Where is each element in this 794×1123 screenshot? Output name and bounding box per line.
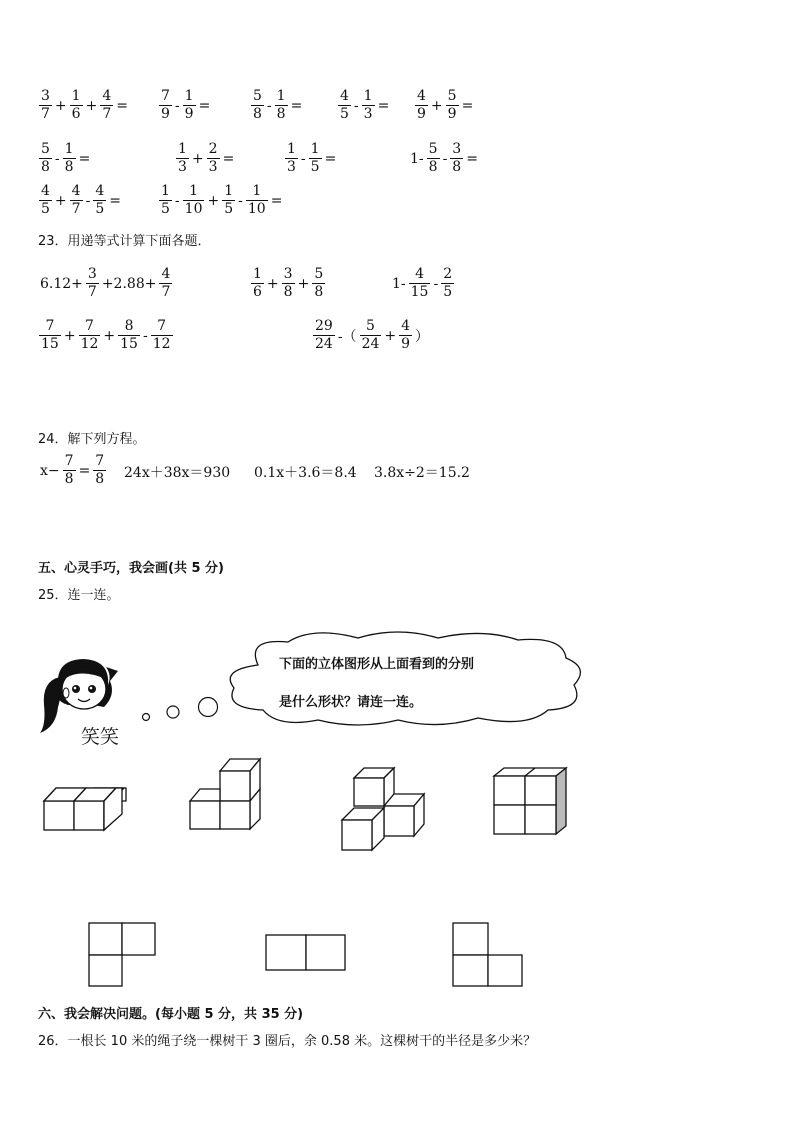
solid-figure-3 — [338, 766, 430, 854]
numerator: 1 — [287, 141, 296, 157]
operator: 1- — [392, 275, 406, 292]
q23-expr-3 — [390, 266, 455, 301]
operator: - — [238, 192, 243, 209]
operator: + — [54, 97, 67, 114]
denominator: 9 — [417, 106, 426, 122]
fraction — [70, 183, 83, 218]
q23-title: 23．用递等式计算下面各题． — [38, 234, 211, 249]
fraction — [415, 88, 428, 123]
q24-eq-2: 24x＋38x＝930 — [124, 465, 231, 481]
operator: + — [266, 275, 279, 292]
q24-title: 24．解下列方程。 — [38, 432, 146, 447]
operator: + — [207, 192, 220, 209]
denominator: 12 — [152, 336, 171, 352]
denominator: 6 — [253, 284, 262, 300]
denominator: 12 — [80, 336, 99, 352]
denominator: 9 — [184, 106, 194, 122]
bubble-text-line1: 下面的立体图形从上面看到的分别 — [279, 657, 475, 672]
denominator: 8 — [41, 159, 50, 175]
expr-r2-2 — [175, 141, 236, 176]
numerator: 4 — [401, 318, 411, 334]
numerator: 4 — [161, 266, 171, 282]
expr-r1-5 — [414, 88, 475, 123]
fraction — [86, 266, 99, 301]
operator: = — [116, 97, 128, 114]
numerator: 1 — [276, 88, 286, 104]
numerator: 1 — [310, 141, 320, 157]
denominator: 8 — [276, 106, 286, 122]
numerator: 7 — [45, 318, 55, 334]
denominator: 5 — [224, 201, 234, 217]
expr-r3-1 — [38, 183, 123, 218]
operator: - — [433, 275, 439, 292]
expr-r2-4 — [408, 141, 480, 176]
thought-dots — [138, 695, 223, 730]
operator: = — [290, 97, 303, 114]
top-view-2 — [265, 934, 347, 972]
denominator: 3 — [208, 159, 218, 175]
fraction — [63, 141, 76, 176]
denominator: 8 — [95, 471, 105, 487]
fraction — [39, 88, 52, 123]
operator: ） — [415, 328, 430, 345]
numerator: 3 — [283, 266, 293, 282]
denominator: 5 — [161, 201, 170, 217]
numerator: 5 — [253, 88, 262, 104]
fraction — [285, 141, 298, 176]
fraction — [151, 318, 173, 353]
denominator: 10 — [184, 201, 203, 217]
q24-eq-1 — [38, 453, 107, 488]
operator: = — [461, 97, 474, 114]
denominator: 3 — [363, 106, 373, 122]
operator: + — [191, 150, 204, 167]
expr-r1-4 — [337, 88, 391, 123]
fraction — [282, 266, 295, 301]
expr-r2-3 — [284, 141, 338, 176]
denominator: 8 — [64, 471, 74, 487]
expr-r2-1 — [38, 141, 92, 176]
fraction — [79, 318, 101, 353]
numerator: 1 — [71, 88, 81, 104]
numerator: 4 — [340, 88, 349, 104]
fraction — [399, 318, 412, 353]
top-view-1 — [88, 922, 158, 988]
numerator: 7 — [157, 318, 167, 334]
operator: +2.88+ — [101, 275, 157, 292]
numerator: 4 — [71, 183, 81, 199]
fraction — [93, 183, 106, 218]
numerator: 3 — [452, 141, 462, 157]
numerator: 5 — [447, 88, 457, 104]
fraction — [251, 266, 264, 301]
q23-expr-4 — [38, 318, 174, 353]
girl-name-label: 笑笑 — [81, 726, 120, 748]
fraction — [159, 183, 172, 218]
operator: + — [103, 327, 116, 344]
operator: - — [54, 150, 60, 167]
solid-figure-4 — [492, 766, 570, 836]
numerator: 7 — [161, 88, 170, 104]
fraction — [312, 266, 325, 301]
operator: - — [174, 192, 180, 209]
section5-heading: 五、心灵手巧，我会画(共 5 分) — [38, 561, 224, 576]
fraction — [176, 141, 189, 176]
denominator: 3 — [287, 159, 296, 175]
fraction — [251, 88, 264, 123]
numerator: 1 — [161, 183, 170, 199]
numerator: 2 — [443, 266, 453, 282]
fraction — [159, 88, 172, 123]
fraction — [159, 266, 172, 301]
numerator: 8 — [124, 318, 134, 334]
denominator: 8 — [452, 159, 462, 175]
denominator: 7 — [41, 106, 50, 122]
denominator: 5 — [41, 201, 50, 217]
denominator: 8 — [283, 284, 293, 300]
operator: 1- — [410, 150, 424, 167]
operator: 6.12+ — [40, 275, 83, 292]
operator: - — [266, 97, 272, 114]
denominator: 15 — [410, 284, 429, 300]
operator: + — [384, 327, 397, 344]
numerator: 1 — [64, 141, 74, 157]
operator: + — [54, 192, 67, 209]
fraction — [100, 88, 113, 123]
numerator: 5 — [314, 266, 324, 282]
section6-heading: 六、我会解决问题。(每小题 5 分，共 35 分) — [38, 1007, 304, 1022]
solid-figure-2 — [188, 757, 264, 831]
fraction — [183, 183, 205, 218]
numerator: 7 — [95, 453, 105, 469]
operator: = — [270, 192, 283, 209]
denominator: 7 — [102, 106, 112, 122]
expr-r3-2 — [158, 183, 284, 218]
numerator: 1 — [178, 141, 187, 157]
speech-cloud — [218, 630, 586, 730]
operator: - — [300, 150, 306, 167]
denominator: 9 — [401, 336, 411, 352]
operator: - — [442, 150, 448, 167]
numerator: 1 — [184, 88, 194, 104]
operator: - — [353, 97, 359, 114]
denominator: 7 — [87, 284, 97, 300]
operator: x− — [40, 462, 60, 479]
denominator: 9 — [447, 106, 457, 122]
denominator: 8 — [314, 284, 324, 300]
denominator: 5 — [443, 284, 453, 300]
fraction — [427, 141, 440, 176]
operator: + — [85, 97, 98, 114]
expr-r1-2 — [158, 88, 212, 123]
expr-r1-1 — [38, 88, 130, 123]
fraction — [313, 318, 335, 353]
denominator: 10 — [247, 201, 266, 217]
fraction — [118, 318, 140, 353]
top-view-3 — [452, 922, 524, 988]
numerator: 5 — [366, 318, 375, 334]
fraction — [207, 141, 220, 176]
numerator: 7 — [85, 318, 94, 334]
numerator: 1 — [189, 183, 199, 199]
numerator: 4 — [95, 183, 105, 199]
operator: = — [78, 150, 91, 167]
numerator: 4 — [41, 183, 50, 199]
numerator: 5 — [428, 141, 438, 157]
operator: + — [63, 327, 76, 344]
operator: + — [430, 97, 443, 114]
numerator: 5 — [41, 141, 50, 157]
fraction — [275, 88, 288, 123]
operator: = — [466, 150, 478, 167]
numerator: 29 — [315, 318, 333, 334]
q23-expr-2 — [250, 266, 326, 301]
q25-title: 25．连一连。 — [38, 588, 120, 603]
denominator: 7 — [161, 284, 171, 300]
numerator: 4 — [415, 266, 425, 282]
denominator: 6 — [71, 106, 81, 122]
operator: = — [78, 462, 91, 479]
fraction — [338, 88, 351, 123]
denominator: 9 — [161, 106, 170, 122]
numerator: 4 — [417, 88, 426, 104]
operator: - — [85, 192, 91, 209]
operator: = — [377, 97, 390, 114]
denominator: 7 — [71, 201, 81, 217]
fraction — [246, 183, 268, 218]
operator: = — [198, 97, 211, 114]
q24-eq-4: 3.8x÷2＝15.2 — [374, 465, 470, 481]
q23-expr-1 — [38, 266, 173, 301]
solid-figure-1 — [42, 776, 124, 832]
q24-eq-3: 0.1x＋3.6＝8.4 — [254, 465, 357, 481]
fraction — [39, 141, 52, 176]
fraction — [222, 183, 235, 218]
q26-text: 26．一根长 10 米的绳子绕一棵树干 3 圈后，余 0.58 米。这棵树干的半径是多少米？ — [38, 1034, 537, 1049]
fraction — [362, 88, 375, 123]
denominator: 8 — [253, 106, 262, 122]
fraction — [63, 453, 76, 488]
fraction — [441, 266, 454, 301]
operator: - — [174, 97, 180, 114]
q23-expr-5 — [312, 318, 431, 353]
fraction — [309, 141, 322, 176]
fraction — [93, 453, 106, 488]
fraction — [450, 141, 463, 176]
fraction — [183, 88, 196, 123]
denominator: 8 — [428, 159, 438, 175]
fraction — [70, 88, 83, 123]
operator: - — [142, 327, 148, 344]
fraction — [39, 318, 61, 353]
fraction — [360, 318, 382, 353]
numerator: 1 — [224, 183, 234, 199]
numerator: 3 — [87, 266, 97, 282]
operator: = — [324, 150, 337, 167]
numerator: 1 — [253, 266, 262, 282]
denominator: 24 — [315, 336, 333, 352]
denominator: 8 — [64, 159, 74, 175]
numerator: 7 — [64, 453, 74, 469]
fraction — [39, 183, 52, 218]
denominator: 24 — [361, 336, 380, 352]
numerator: 2 — [208, 141, 218, 157]
operator: + — [297, 275, 310, 292]
operator: = — [109, 192, 121, 209]
denominator: 15 — [120, 336, 138, 352]
expr-r1-3 — [250, 88, 304, 123]
denominator: 15 — [41, 336, 59, 352]
denominator: 3 — [178, 159, 187, 175]
denominator: 5 — [310, 159, 320, 175]
operator: = — [222, 150, 235, 167]
numerator: 3 — [41, 88, 50, 104]
fraction — [446, 88, 459, 123]
numerator: 4 — [102, 88, 112, 104]
bubble-text-line2: 是什么形状？请连一连。 — [279, 695, 423, 710]
fraction — [409, 266, 431, 301]
denominator: 5 — [340, 106, 349, 122]
operator: -（ — [337, 328, 357, 345]
numerator: 1 — [252, 183, 262, 199]
denominator: 5 — [95, 201, 105, 217]
numerator: 1 — [363, 88, 373, 104]
